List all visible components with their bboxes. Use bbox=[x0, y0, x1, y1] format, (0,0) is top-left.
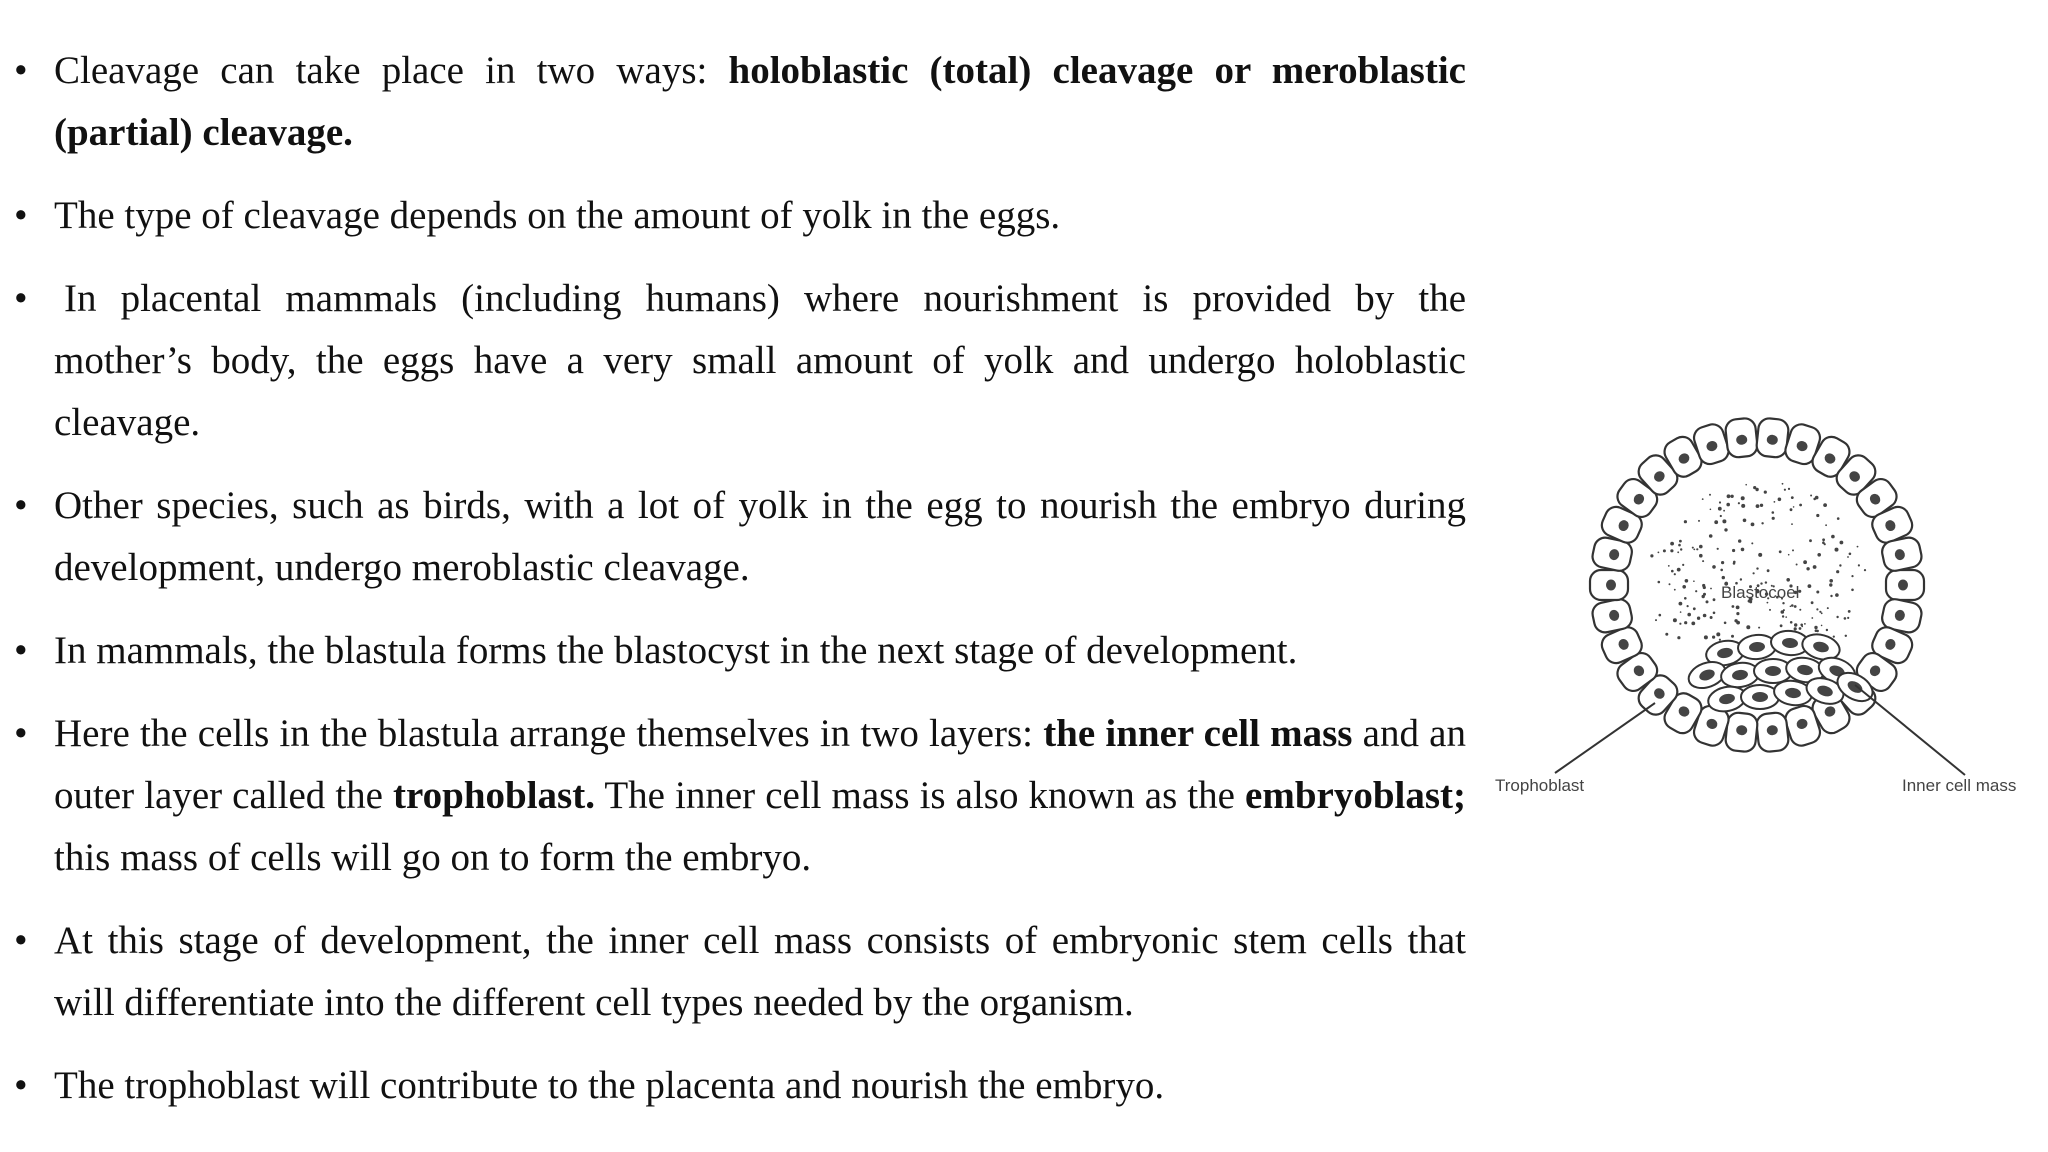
speckle bbox=[1726, 503, 1730, 507]
speckle bbox=[1835, 548, 1839, 552]
speckle bbox=[1731, 635, 1734, 638]
speckle bbox=[1836, 616, 1838, 618]
text-run: The type of cleavage depends on the amount of yolk in the eggs. bbox=[54, 194, 1061, 237]
speckle bbox=[1724, 622, 1727, 625]
speckle bbox=[1719, 501, 1721, 503]
trophoblast-leader-line bbox=[1555, 703, 1655, 773]
speckle bbox=[1756, 567, 1758, 569]
speckle bbox=[1819, 611, 1821, 613]
speckle bbox=[1806, 567, 1809, 570]
speckle bbox=[1736, 606, 1740, 610]
bold-phrase: the inner cell mass bbox=[1043, 712, 1353, 755]
speckle bbox=[1847, 556, 1849, 558]
speckle bbox=[1671, 570, 1674, 573]
speckle bbox=[1821, 625, 1823, 627]
text-run: In mammals, the blastula forms the blastocyst in the next stage of development. bbox=[54, 629, 1298, 672]
speckle bbox=[1678, 544, 1681, 547]
speckle bbox=[1670, 549, 1673, 552]
trophoblast-label: Trophoblast bbox=[1495, 776, 1585, 795]
speckle bbox=[1836, 570, 1839, 573]
text-run: Here the cells in the blastula arrange themselves in two layers: bbox=[54, 712, 1044, 755]
speckle bbox=[1741, 548, 1745, 552]
speckle bbox=[1687, 613, 1691, 617]
speckle bbox=[1839, 564, 1841, 566]
speckle bbox=[1692, 547, 1694, 549]
speckle bbox=[1803, 560, 1807, 564]
speckle bbox=[1695, 590, 1697, 592]
speckle bbox=[1727, 494, 1731, 498]
speckle bbox=[1851, 575, 1853, 577]
speckle bbox=[1778, 498, 1782, 502]
speckle bbox=[1790, 621, 1793, 624]
speckle bbox=[1784, 489, 1786, 491]
speckle bbox=[1712, 636, 1715, 639]
bullet-text bbox=[54, 712, 1466, 879]
speckle bbox=[1816, 591, 1819, 594]
speckle bbox=[1710, 588, 1712, 590]
bullet-text bbox=[54, 629, 1297, 672]
speckle bbox=[1788, 488, 1790, 490]
speckle bbox=[1696, 548, 1698, 550]
speckle bbox=[1677, 568, 1681, 572]
speckle bbox=[1821, 612, 1823, 614]
speckle bbox=[1791, 523, 1793, 525]
speckle bbox=[1713, 598, 1716, 601]
speckle bbox=[1685, 579, 1689, 583]
bullet-dot: • bbox=[14, 49, 28, 92]
speckle bbox=[1761, 522, 1763, 524]
text-run: Other species, such as birds, with a lot of yolk in the egg to nourish the embryo during development, undergo meroblastic cleavage. bbox=[54, 484, 1466, 589]
speckle bbox=[1837, 517, 1840, 520]
speckle bbox=[1706, 600, 1709, 603]
speckle bbox=[1650, 554, 1653, 557]
text-run: In placental mammals (including humans) where nourishment is provided by the mother’s body, the eggs have a very small amount of yolk and undergo holoblastic cleavage. bbox=[54, 277, 1466, 444]
speckle bbox=[1760, 504, 1763, 507]
speckle bbox=[1702, 595, 1705, 598]
speckle bbox=[1782, 483, 1784, 485]
speckle bbox=[1800, 624, 1803, 627]
speckle bbox=[1743, 519, 1747, 523]
speckle bbox=[1764, 491, 1767, 494]
speckle bbox=[1829, 583, 1832, 586]
speckle bbox=[1691, 622, 1695, 626]
speckle bbox=[1833, 636, 1835, 638]
speckle bbox=[1704, 635, 1708, 639]
speckle bbox=[1680, 611, 1682, 613]
inner-cell bbox=[1737, 633, 1777, 660]
speckle bbox=[1740, 578, 1742, 580]
speckle bbox=[1716, 632, 1720, 636]
bullet-item bbox=[14, 910, 1466, 1034]
speckle bbox=[1808, 584, 1812, 588]
bullet-item bbox=[14, 475, 1466, 599]
speckle bbox=[1697, 617, 1700, 620]
speckle bbox=[1813, 498, 1816, 501]
bullet-item bbox=[14, 620, 1466, 682]
speckle bbox=[1677, 551, 1679, 553]
bullet-text bbox=[54, 194, 1060, 237]
speckle bbox=[1693, 580, 1695, 582]
speckle bbox=[1674, 589, 1676, 591]
speckle bbox=[1663, 549, 1666, 552]
speckle bbox=[1679, 623, 1681, 625]
bullet-dot: • bbox=[14, 484, 28, 527]
speckle bbox=[1723, 510, 1725, 512]
bullet-dot: • bbox=[14, 194, 28, 237]
speckle bbox=[1665, 633, 1668, 636]
speckle bbox=[1717, 548, 1719, 550]
speckle bbox=[1816, 630, 1819, 633]
speckle bbox=[1816, 608, 1818, 610]
speckle bbox=[1774, 501, 1776, 503]
speckle bbox=[1741, 496, 1745, 500]
speckle bbox=[1741, 504, 1745, 508]
speckle bbox=[1822, 538, 1825, 541]
bullet-text bbox=[54, 49, 1466, 154]
speckle bbox=[1738, 539, 1741, 542]
speckle bbox=[1732, 549, 1735, 552]
speckle bbox=[1658, 552, 1660, 554]
speckle bbox=[1794, 605, 1797, 608]
speckle bbox=[1824, 543, 1826, 545]
speckle bbox=[1796, 564, 1798, 566]
speckle bbox=[1782, 615, 1784, 617]
speckle bbox=[1684, 597, 1687, 600]
speckle bbox=[1851, 589, 1854, 592]
speckle bbox=[1769, 609, 1771, 611]
speckle bbox=[1791, 604, 1794, 607]
speckle bbox=[1713, 612, 1716, 615]
text-run: Cleavage can take place in two ways: bbox=[54, 49, 729, 92]
speckle bbox=[1857, 546, 1859, 548]
text-run: this mass of cells will go on to form the embryo. bbox=[54, 836, 812, 879]
speckle bbox=[1826, 629, 1828, 631]
speckle bbox=[1673, 618, 1677, 622]
speckle bbox=[1845, 635, 1847, 637]
speckle bbox=[1811, 617, 1813, 619]
speckle bbox=[1793, 506, 1795, 508]
speckle bbox=[1732, 605, 1735, 608]
bold-phrase: embryoblast; bbox=[1245, 774, 1466, 817]
bullet-dot: • bbox=[14, 277, 28, 320]
speckle bbox=[1682, 564, 1684, 566]
bullet-dot: • bbox=[14, 629, 28, 672]
speckle bbox=[1827, 607, 1829, 609]
bullet-text bbox=[54, 919, 1466, 1024]
trophoblast-cell bbox=[1590, 570, 1628, 600]
speckle bbox=[1698, 520, 1700, 522]
speckle bbox=[1755, 488, 1758, 491]
bullet-item bbox=[14, 703, 1466, 889]
speckle bbox=[1703, 614, 1707, 618]
speckle bbox=[1714, 520, 1718, 524]
speckle bbox=[1746, 625, 1750, 629]
bullet-text bbox=[54, 484, 1466, 589]
trophoblast-cell bbox=[1756, 712, 1790, 753]
bullet-dot: • bbox=[14, 919, 28, 962]
speckle bbox=[1835, 593, 1839, 597]
speckle bbox=[1814, 626, 1817, 629]
bold-phrase: trophoblast. bbox=[393, 774, 595, 817]
speckle bbox=[1786, 578, 1790, 582]
trophoblast-cell bbox=[1886, 570, 1924, 600]
speckle bbox=[1718, 507, 1722, 511]
speckle bbox=[1758, 627, 1760, 629]
speckle bbox=[1670, 542, 1674, 546]
speckle bbox=[1693, 607, 1696, 610]
bullet-list bbox=[14, 40, 1466, 1138]
speckle bbox=[1810, 495, 1812, 497]
speckle bbox=[1792, 549, 1794, 551]
speckle bbox=[1709, 494, 1711, 496]
speckle bbox=[1785, 616, 1787, 618]
speckle bbox=[1809, 539, 1812, 542]
speckle bbox=[1655, 619, 1657, 621]
speckle bbox=[1790, 606, 1792, 608]
speckle bbox=[1674, 573, 1676, 575]
speckle bbox=[1813, 565, 1817, 569]
speckle bbox=[1840, 541, 1844, 545]
speckle bbox=[1658, 581, 1661, 584]
speckle bbox=[1679, 602, 1683, 606]
speckle bbox=[1736, 612, 1739, 615]
speckle bbox=[1680, 548, 1682, 550]
speckle bbox=[1720, 515, 1722, 517]
speckle bbox=[1702, 560, 1704, 562]
speckle bbox=[1677, 636, 1680, 639]
speckle bbox=[1699, 554, 1703, 558]
speckle bbox=[1719, 639, 1721, 641]
speckle bbox=[1733, 561, 1736, 564]
speckle bbox=[1684, 520, 1687, 523]
speckle bbox=[1858, 564, 1860, 566]
inner-cell-mass-leader-line bbox=[1855, 685, 1965, 775]
trophoblast-cell bbox=[1756, 417, 1790, 458]
bullet-item bbox=[14, 40, 1466, 164]
speckle bbox=[1772, 511, 1775, 514]
speckle bbox=[1758, 553, 1762, 557]
inner-cell-mass-label: Inner cell mass bbox=[1902, 776, 2017, 795]
speckle bbox=[1709, 534, 1713, 538]
speckle bbox=[1794, 623, 1797, 626]
text-run: The trophoblast will contribute to the placenta and nourish the embryo. bbox=[54, 1064, 1165, 1107]
speckle bbox=[1722, 576, 1725, 579]
speckle bbox=[1849, 553, 1852, 556]
speckle bbox=[1712, 565, 1716, 569]
speckle bbox=[1721, 561, 1724, 564]
speckle bbox=[1779, 550, 1782, 553]
inner-cell bbox=[1741, 685, 1779, 709]
speckle bbox=[1668, 565, 1670, 567]
speckle bbox=[1788, 554, 1790, 556]
bullet-item bbox=[14, 268, 1466, 454]
speckle bbox=[1811, 601, 1814, 604]
speckle bbox=[1679, 540, 1682, 543]
text-run: and an outer layer called the bbox=[54, 712, 1466, 817]
speckle bbox=[1823, 503, 1827, 507]
speckle bbox=[1794, 627, 1797, 630]
speckle bbox=[1659, 614, 1662, 617]
speckle bbox=[1799, 504, 1802, 507]
text-run: The inner cell mass is also known as the bbox=[594, 774, 1246, 817]
speckle bbox=[1724, 528, 1727, 531]
bold-phrase: holoblastic (total) cleavage or meroblastic (partial) cleavage. bbox=[54, 49, 1466, 154]
speckle bbox=[1722, 519, 1726, 523]
speckle bbox=[1780, 624, 1783, 627]
blastocoel-label: Blastocoel bbox=[1721, 583, 1800, 602]
speckle bbox=[1864, 569, 1866, 571]
bullet-dot: • bbox=[14, 1064, 28, 1107]
speckle bbox=[1799, 609, 1801, 611]
bullet-item bbox=[14, 1055, 1466, 1117]
speckle bbox=[1782, 602, 1784, 604]
speckle bbox=[1829, 579, 1833, 583]
speckle bbox=[1738, 502, 1740, 504]
speckle bbox=[1720, 569, 1723, 572]
speckle bbox=[1847, 617, 1849, 619]
bullet-text bbox=[54, 1064, 1164, 1107]
bullet-dot: • bbox=[14, 712, 28, 755]
speckle bbox=[1710, 509, 1712, 511]
speckle bbox=[1799, 627, 1802, 630]
speckle bbox=[1790, 508, 1793, 511]
speckle bbox=[1703, 586, 1706, 589]
speckle bbox=[1730, 495, 1733, 498]
bullet-item bbox=[14, 185, 1466, 247]
speckle bbox=[1772, 517, 1775, 520]
blastocoel-speckles bbox=[1650, 483, 1866, 641]
speckle bbox=[1693, 549, 1695, 551]
speckle bbox=[1699, 545, 1703, 549]
speckle bbox=[1751, 542, 1753, 544]
text-run: At this stage of development, the inner cell mass consists of embryonic stem cells that will differentiate into the different cell types needed by the organism. bbox=[54, 919, 1466, 1024]
speckle bbox=[1710, 616, 1713, 619]
blastocyst-diagram bbox=[1495, 385, 2040, 805]
speckle bbox=[1753, 572, 1755, 574]
speckle bbox=[1687, 605, 1689, 607]
speckle bbox=[1751, 523, 1755, 527]
speckle bbox=[1783, 609, 1785, 611]
speckle bbox=[1830, 595, 1832, 597]
speckle bbox=[1736, 621, 1740, 625]
speckle bbox=[1684, 621, 1687, 624]
speckle bbox=[1804, 623, 1806, 625]
speckle bbox=[1791, 496, 1794, 499]
speckle bbox=[1669, 583, 1671, 585]
trophoblast-cell bbox=[1725, 712, 1759, 753]
speckle bbox=[1745, 484, 1747, 486]
speckle bbox=[1816, 514, 1819, 517]
speckle bbox=[1831, 535, 1835, 539]
bullet-text bbox=[54, 277, 1466, 444]
speckle bbox=[1817, 553, 1821, 557]
trophoblast-cell bbox=[1725, 417, 1759, 458]
speckle bbox=[1825, 524, 1827, 526]
blastocyst-svg bbox=[1495, 385, 2040, 805]
speckle bbox=[1702, 498, 1704, 500]
speckle bbox=[1844, 617, 1847, 620]
speckle bbox=[1682, 585, 1686, 589]
speckle bbox=[1756, 504, 1760, 508]
speckle bbox=[1848, 610, 1851, 613]
speckle bbox=[1767, 569, 1770, 572]
